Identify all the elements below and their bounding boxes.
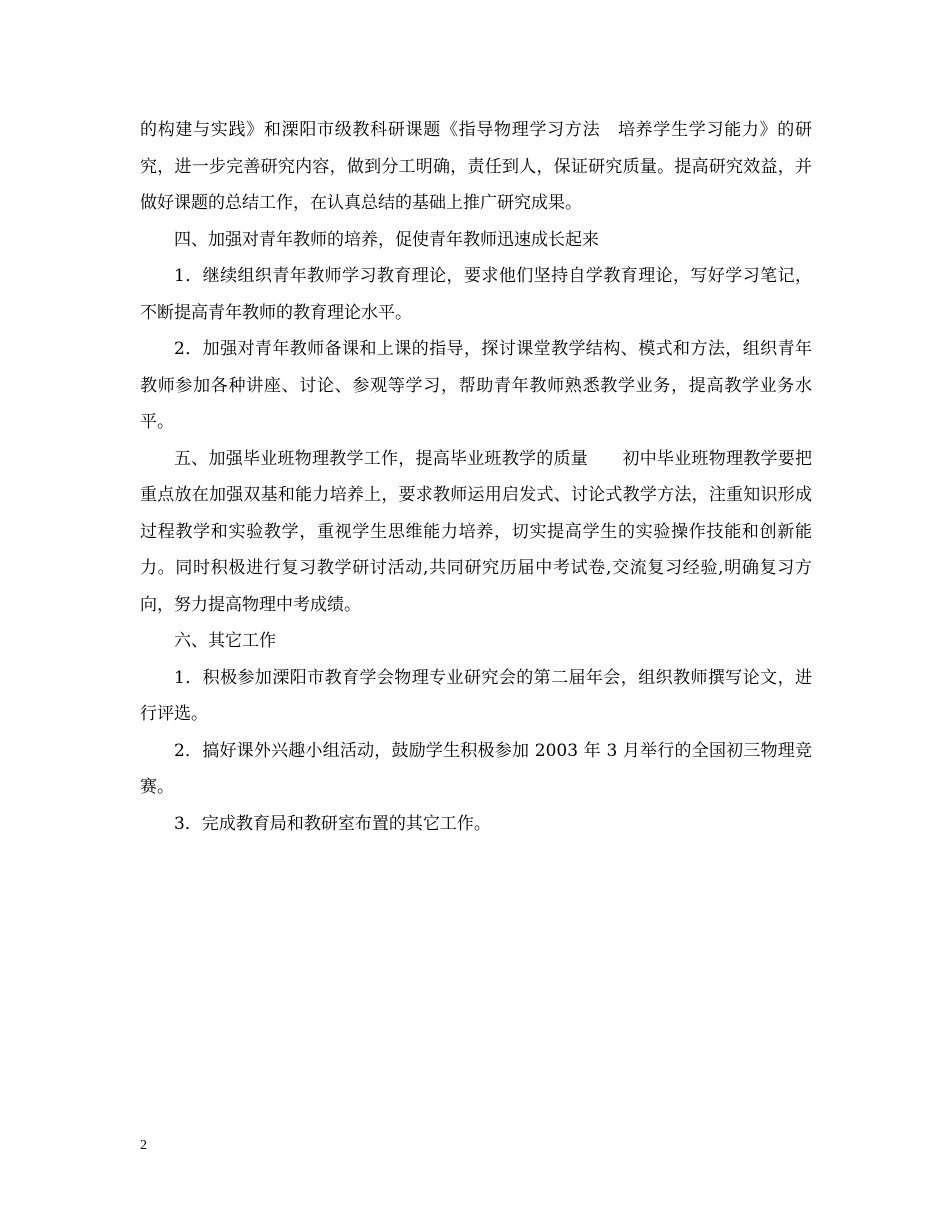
document-body [140,112,812,842]
page-number: 2 [140,1138,147,1153]
list-item-6-2: 2．搞好课外兴趣小组活动，鼓励学生积极参加 2003 年 3 月举行的全国初三物理竞赛。 [140,740,812,797]
section-heading-6: 六、其它工作 [174,631,276,651]
list-item-4-2: 2．加强对青年教师备课和上课的指导，探讨课堂教学结构、模式和方法，组织青年教师参加各种讲座、讨论、参观等学习，帮助青年教师熟悉教学业务，提高教学业务水平。 [140,339,812,432]
list-item-4-1: 1．继续组织青年教师学习教育理论，要求他们坚持自学教育理论，写好学习笔记，不断提高青年教师的教育理论水平。 [140,266,812,323]
paragraph-continuation: 的构建与实践》和溧阳市级教科研课题《指导物理学习方法 培养学生学习能力》的研究，进一步完善研究内容，做到分工明确，责任到人，保证研究质量。提高研究效益，并做好课题的总结工作，在认真总结的基础上推广研究成果。 [140,120,812,213]
section-heading-4: 四、加强对青年教师的培养，促使青年教师迅速成长起来 [174,229,599,250]
list-item-6-1: 1．积极参加溧阳市教育学会物理专业研究会的第二届年会，组织教师撰写论文，进行评选。 [140,667,812,724]
section-5-paragraph: 五、加强毕业班物理教学工作，提高毕业班教学的质量 初中毕业班物理教学要把重点放在加强双基和能力培养上，要求教师运用启发式、讨论式教学方法，注重知识形成过程教学和实验教学，重视学生思维能力培养，切实提高学生的实验操作技能和创新能力。同时积极进行复习教学研讨活动,共同研究历届中考试卷,交流复习经验,明确复习方向，努力提高物理中考成绩。 [140,448,812,615]
list-item-6-3: 3．完成教育局和教研室布置的其它工作。 [174,813,491,834]
